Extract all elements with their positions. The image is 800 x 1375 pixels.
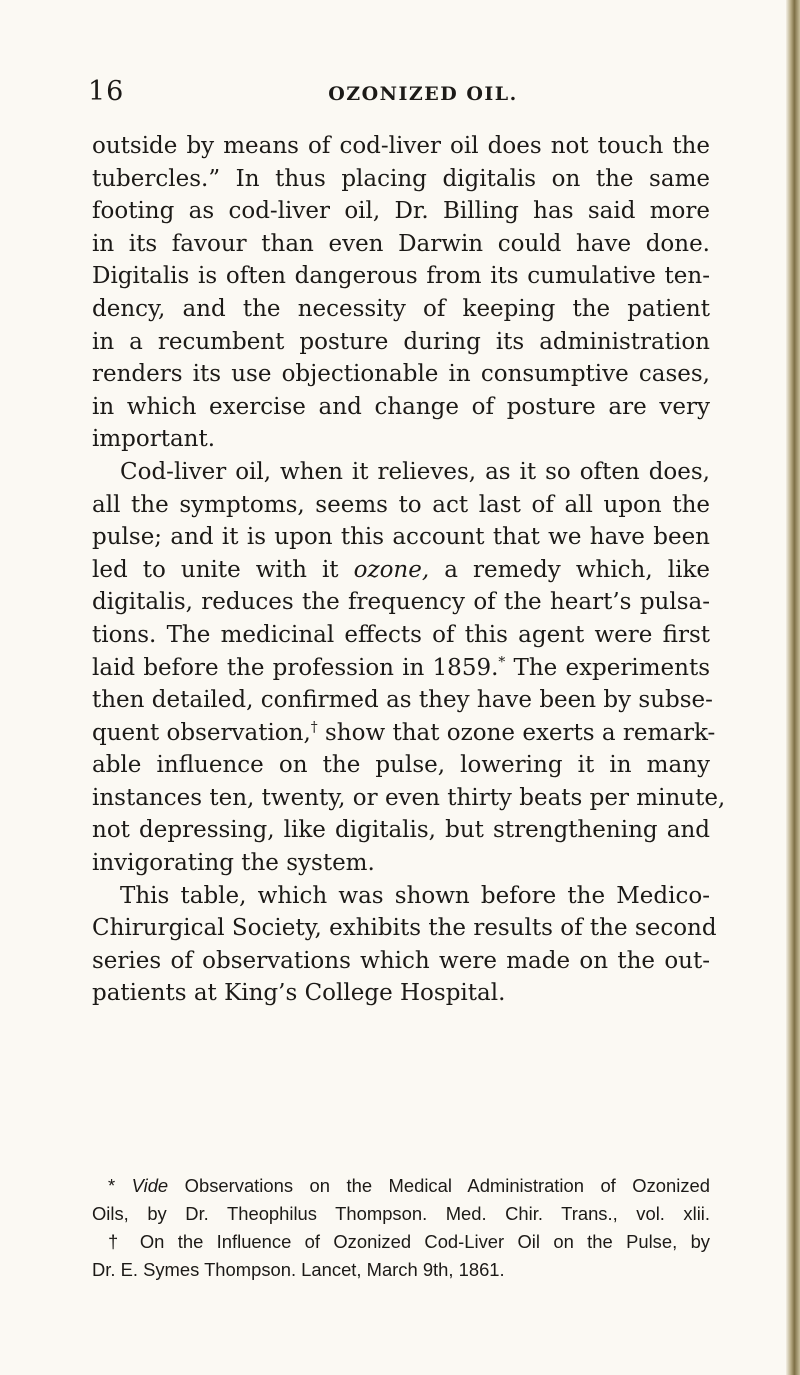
footnotes bbox=[92, 1172, 710, 1284]
running-head bbox=[88, 74, 728, 110]
text-line: invigorating the system. bbox=[92, 850, 375, 877]
paragraph-3 bbox=[92, 880, 717, 1010]
text-line: in which exercise and change of posture are very bbox=[92, 393, 710, 420]
text-line: patients at King’s College Hospital. bbox=[92, 980, 506, 1007]
emphasis-vide: Vide bbox=[131, 1175, 169, 1196]
text-line: then detailed, confirmed as they have been by subse- bbox=[92, 687, 713, 714]
text-line: tubercles.” In thus placing digitalis on the same bbox=[92, 165, 710, 192]
text-line: dency, and the necessity of keeping the patient bbox=[92, 295, 710, 322]
footnote-mark: * bbox=[108, 1175, 132, 1196]
footnote-1-cont: Oils, by Dr. Theophilus Thompson. Med. Chir. Trans., vol. xlii. bbox=[92, 1203, 710, 1224]
text-line: all the symptoms, seems to act last of all upon the bbox=[92, 491, 710, 518]
paragraph-1 bbox=[92, 130, 710, 456]
text-line: This table, which was shown before the Medico- bbox=[120, 882, 710, 909]
text-segment: quent observation, bbox=[92, 719, 311, 746]
text-line: not depressing, like digitalis, but strengthening and bbox=[92, 817, 710, 844]
text-line: footing as cod-liver oil, Dr. Billing has said more bbox=[92, 198, 710, 225]
page-edge bbox=[786, 0, 800, 1375]
footnote-ref: † bbox=[310, 719, 318, 736]
text-line: important. bbox=[92, 426, 216, 453]
text-line bbox=[92, 717, 716, 750]
text-segment: a remedy which, like bbox=[429, 556, 711, 583]
text-line: pulse; and it is upon this account that we have been bbox=[92, 524, 710, 551]
text-segment: laid before the profession in 1859. bbox=[92, 654, 499, 681]
text-segment: show that ozone exerts a remark- bbox=[317, 719, 716, 746]
text-line: instances ten, twenty, or even thirty beats per minute, bbox=[92, 784, 726, 811]
text-line: in a recumbent posture during its administration bbox=[92, 328, 710, 355]
text-line bbox=[92, 652, 710, 685]
footnote-ref: * bbox=[498, 653, 506, 670]
header-title: OZONIZED OIL. bbox=[328, 83, 518, 105]
text-line: Chirurgical Society, exhibits the results of the second bbox=[92, 915, 717, 942]
text-line: outside by means of cod-liver oil does not touch the bbox=[92, 133, 710, 159]
body-text bbox=[92, 130, 726, 1010]
footnote-2: † On the Influence of Ozonized Cod-Liver Oil on the Pulse, by bbox=[108, 1231, 710, 1252]
text-line: Cod-liver oil, when it relieves, as it so often does, bbox=[120, 458, 710, 485]
text-line: able influence on the pulse, lowering it in many bbox=[92, 752, 710, 779]
text-line bbox=[92, 554, 710, 587]
text-line: tions. The medicinal effects of this agent were first bbox=[92, 621, 710, 648]
page-number: 16 bbox=[88, 76, 125, 107]
emphasis-ozone: ozone, bbox=[353, 556, 430, 583]
paragraph-2 bbox=[92, 456, 726, 880]
text-line: digitalis, reduces the frequency of the heart’s pulsa- bbox=[92, 589, 710, 616]
text-line: in its favour than even Darwin could have done. bbox=[92, 230, 710, 257]
text-segment: Observations on the Medical Administration of Ozonized bbox=[168, 1175, 710, 1196]
text-line: renders its use objectionable in consumptive cases, bbox=[92, 361, 710, 388]
text-segment: led to unite with it bbox=[92, 556, 354, 583]
footnote-1 bbox=[92, 1172, 710, 1200]
text-line: series of observations which were made on the out- bbox=[92, 947, 710, 974]
footnote-2-cont: Dr. E. Symes Thompson. Lancet, March 9th, 1861. bbox=[92, 1259, 505, 1280]
text-line: Digitalis is often dangerous from its cumulative ten- bbox=[92, 263, 710, 290]
text-segment: The experiments bbox=[505, 654, 711, 681]
